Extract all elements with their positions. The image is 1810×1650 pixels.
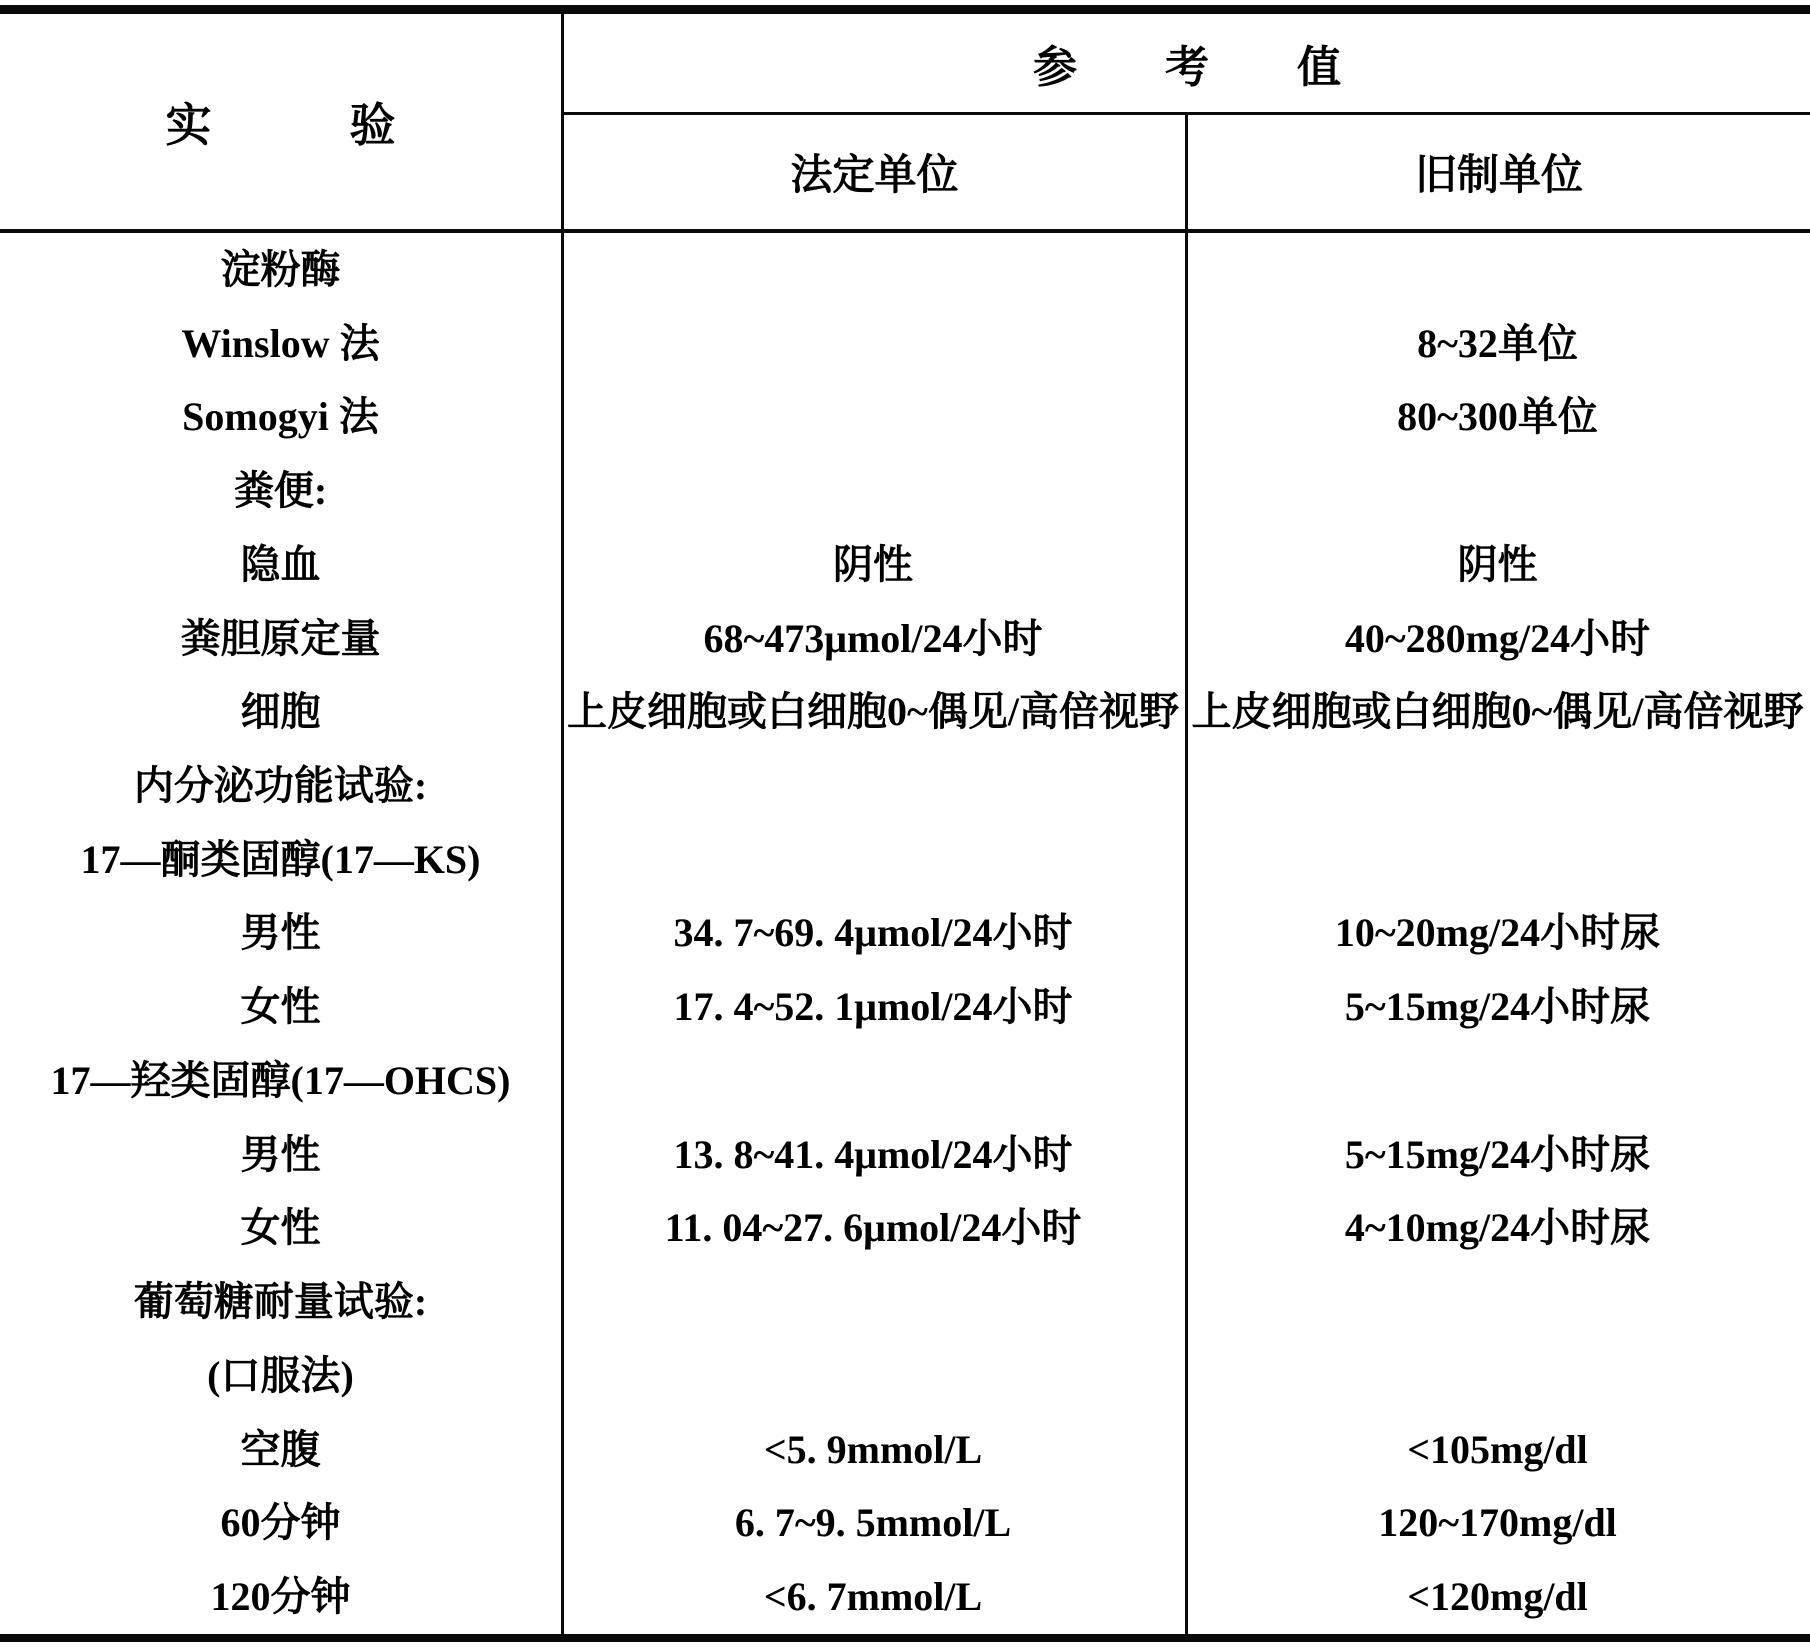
old-unit-value-cell: 4~10mg/24小时尿 bbox=[1344, 1205, 1651, 1251]
test-name-cell: 细胞 bbox=[240, 689, 321, 735]
legal-unit-value-cell bbox=[561, 233, 1185, 307]
legal-unit-value-cell: 6. 7~9. 5mmol/L bbox=[734, 1500, 1012, 1546]
table-border-top bbox=[0, 5, 1810, 14]
old-unit-value-cell: 5~15mg/24小时尿 bbox=[1344, 1131, 1651, 1177]
test-name-cell: 葡萄糖耐量试验: bbox=[133, 1279, 428, 1325]
old-unit-value-cell bbox=[1185, 1265, 1810, 1339]
old-unit-value-cell: 80~300单位 bbox=[1397, 394, 1598, 440]
test-name-cell: Somogyi 法 bbox=[182, 394, 379, 440]
legal-unit-value-cell: 阴性 bbox=[833, 541, 913, 587]
legal-unit-value-cell: 17. 4~52. 1μmol/24小时 bbox=[673, 984, 1073, 1030]
legal-unit-value-cell bbox=[561, 749, 1185, 823]
header-legal-unit: 法定单位 bbox=[790, 153, 959, 199]
test-name-cell: 17—酮类固醇(17—KS) bbox=[80, 836, 481, 882]
old-unit-value-cell bbox=[1185, 749, 1810, 823]
test-name-cell: 17—羟类固醇(17—OHCS) bbox=[50, 1057, 511, 1103]
header-old-unit: 旧制单位 bbox=[1414, 153, 1583, 199]
old-unit-value-cell bbox=[1185, 233, 1810, 307]
old-unit-value-cell: 40~280mg/24小时 bbox=[1344, 615, 1651, 661]
old-unit-value-cell: 上皮细胞或白细胞0~偶见/高倍视野 bbox=[1191, 689, 1804, 735]
table-body bbox=[0, 233, 1810, 1634]
header-reference-value: 参 考 值 bbox=[1033, 43, 1341, 92]
old-unit-value-cell: 阴性 bbox=[1457, 541, 1538, 587]
old-unit-value-cell bbox=[1185, 823, 1810, 897]
old-unit-value-cell: 120~170mg/dl bbox=[1378, 1500, 1617, 1546]
test-name-cell: 60分钟 bbox=[220, 1500, 341, 1546]
legal-unit-value-cell bbox=[561, 454, 1185, 528]
test-name-cell: Winslow 法 bbox=[181, 320, 380, 366]
legal-unit-value-cell: 13. 8~41. 4μmol/24小时 bbox=[673, 1131, 1073, 1177]
test-name-cell: 隐血 bbox=[240, 541, 321, 587]
legal-unit-value-cell: 34. 7~69. 4μmol/24小时 bbox=[673, 910, 1073, 956]
test-name-cell: 内分泌功能试验: bbox=[133, 763, 428, 809]
legal-unit-value-cell: 11. 04~27. 6μmol/24小时 bbox=[664, 1205, 1082, 1251]
test-name-cell: 粪便: bbox=[233, 468, 328, 514]
old-unit-value-cell: 5~15mg/24小时尿 bbox=[1344, 984, 1651, 1030]
old-unit-value-cell: <105mg/dl bbox=[1407, 1426, 1588, 1472]
test-name-cell: 女性 bbox=[240, 1205, 321, 1251]
test-name-cell: 男性 bbox=[240, 1131, 321, 1177]
old-unit-value-cell: <120mg/dl bbox=[1407, 1574, 1588, 1620]
old-unit-value-cell: 10~20mg/24小时尿 bbox=[1334, 910, 1661, 956]
legal-unit-value-cell bbox=[561, 1044, 1185, 1118]
legal-unit-value-cell bbox=[561, 1339, 1185, 1413]
legal-unit-value-cell bbox=[561, 307, 1185, 381]
legal-unit-value-cell: 68~473μmol/24小时 bbox=[703, 615, 1043, 661]
old-unit-value-cell bbox=[1185, 1339, 1810, 1413]
legal-unit-value-cell bbox=[561, 1265, 1185, 1339]
test-name-cell: 淀粉酶 bbox=[220, 246, 341, 292]
test-name-cell: 空腹 bbox=[240, 1426, 321, 1472]
old-unit-value-cell: 8~32单位 bbox=[1417, 320, 1578, 366]
test-name-cell: 120分钟 bbox=[210, 1574, 351, 1620]
test-name-cell: (口服法) bbox=[207, 1352, 354, 1398]
test-name-cell: 男性 bbox=[240, 910, 321, 956]
header-experiment: 实 验 bbox=[165, 99, 396, 151]
legal-unit-value-cell: 上皮细胞或白细胞0~偶见/高倍视野 bbox=[567, 689, 1179, 735]
legal-unit-value-cell bbox=[561, 380, 1185, 454]
test-name-cell: 粪胆原定量 bbox=[180, 615, 381, 661]
legal-unit-value-cell: <6. 7mmol/L bbox=[763, 1574, 983, 1620]
old-unit-value-cell bbox=[1185, 1044, 1810, 1118]
legal-unit-value-cell bbox=[561, 823, 1185, 897]
test-name-cell: 女性 bbox=[240, 984, 321, 1030]
table-border-bottom bbox=[0, 1634, 1810, 1642]
old-unit-value-cell bbox=[1185, 454, 1810, 528]
legal-unit-value-cell: <5. 9mmol/L bbox=[763, 1426, 983, 1472]
